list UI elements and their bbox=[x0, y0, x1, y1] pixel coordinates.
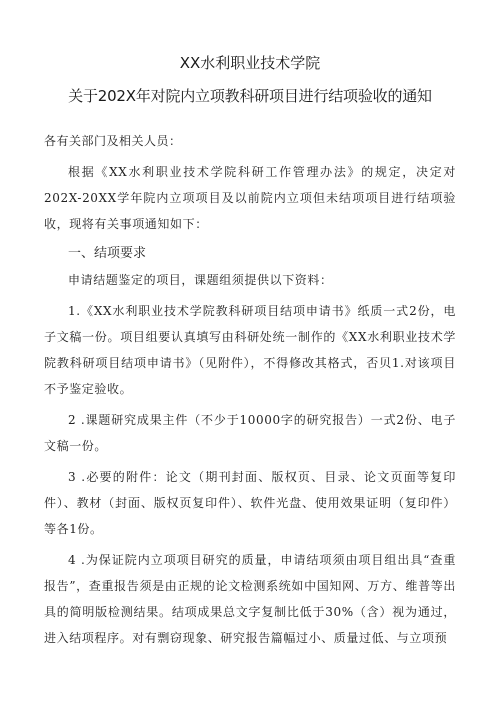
section-lead: 申请结题鉴定的项目，课题组须提供以下资料： bbox=[68, 273, 333, 287]
list-item-2: 2 .课题研究成果主件（不少于10000字的研究报告）一式2份、电子文稿一份。 bbox=[44, 413, 456, 453]
list-item-4: 4 .为保证院内立项项目研究的质量，申请结项须由项目组出具“查重报告”，查重报告须是由正规的论文检测系统如中国知网、万方、维普等出具的简明版检测结果。结项成果总文字复制比低于30%（含）视为通过，进入结项程序。对有剽窃现象、研究报告篇幅过小、质量过低、与立项预 bbox=[44, 553, 456, 645]
intro-paragraph: 根据《XX水利职业技术学院科研工作管理办法》的规定，决定对202X-20XX学年院内立项项目及以前院内立项但未结项项目进行结项验收，现将有关事项通知如下： bbox=[44, 165, 456, 231]
list-item-1: 1.《XX水利职业技术学院教科研项目结项申请书》纸质一式2份，电子文稿一份。项目组要认真填写由科研处统一制作的《XX水利职业技术学院教科研项目结项申请书》（见附件），不得修改其格式，否贝1.对该项目不予鉴定验收。 bbox=[44, 304, 456, 396]
list-item-3: 3 .必要的附件：论文（期刊封面、版权页、目录、论文页面等复印件）、教材（封面、版权页复印件）、软件光盘、使用效果证明（复印件）等各1份。 bbox=[44, 470, 456, 536]
institution-name: XX水利职业技术学院 bbox=[179, 54, 321, 72]
notice-title: 关于202X年对院内立项教科研项目进行结项验收的通知 bbox=[68, 87, 432, 105]
salutation: 各有关部门及相关人员： bbox=[44, 134, 182, 148]
section-heading-requirements: 一、结项要求 bbox=[68, 246, 147, 261]
